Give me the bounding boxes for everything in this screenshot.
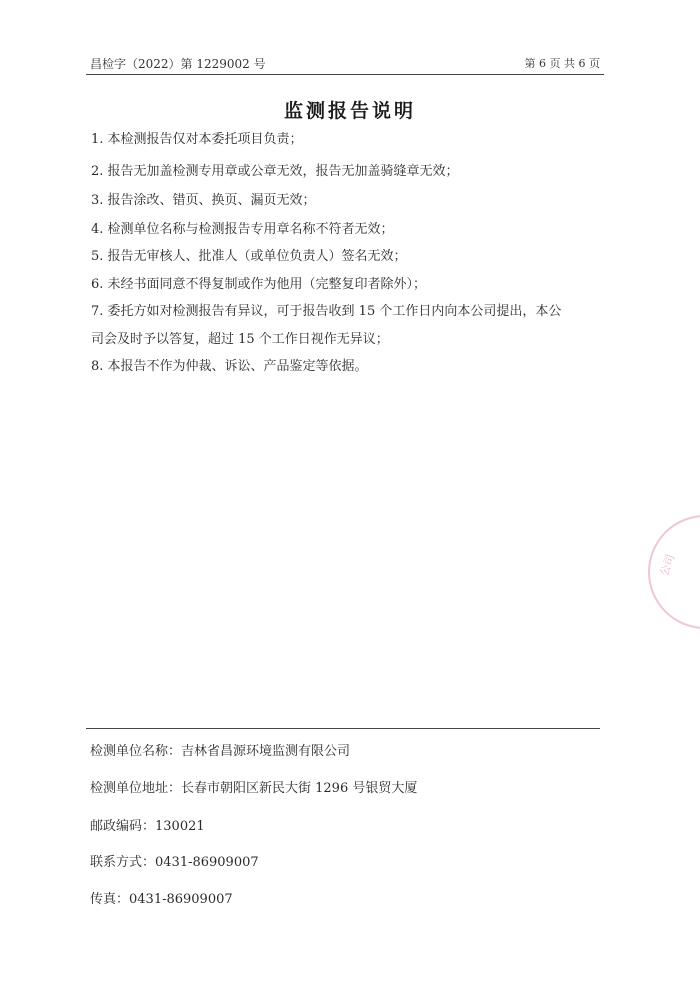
note-item-7: 7. 委托方如对检测报告有异议，可于报告收到 15 个工作日内向本公司提出，本公: [91, 304, 562, 319]
postcode: 邮政编码：130021: [90, 819, 205, 834]
note-item-4: 4. 检测单位名称与检测报告专用章名称不符者无效；: [91, 222, 394, 237]
fax: 传真：0431-86909007: [90, 892, 233, 907]
unit-name: 检测单位名称：吉林省昌源环境监测有限公司: [90, 744, 351, 759]
phone: 联系方式：0431-86909007: [90, 855, 259, 870]
unit-address: 检测单位地址：长春市朝阳区新民大街 1296 号银贸大厦: [90, 781, 418, 796]
seal-text: 公司: [657, 552, 678, 578]
report-number: 昌检字（2022）第 1229002 号: [90, 57, 266, 71]
official-seal: [648, 515, 700, 629]
note-item-7-continued: 司会及时予以答复，超过 15 个工作日视作无异议；: [91, 332, 389, 347]
note-item-8: 8. 本报告不作为仲裁、诉讼、产品鉴定等依据。: [91, 359, 368, 374]
note-item-2: 2. 报告无加盖检测专用章或公章无效，报告无加盖骑缝章无效；: [91, 164, 459, 179]
page-info: 第 6 页 共 6 页: [524, 57, 600, 70]
page-title: 监测报告说明: [283, 100, 416, 122]
note-item-1: 1. 本检测报告仅对本委托项目负责；: [91, 132, 303, 147]
note-item-3: 3. 报告涂改、错页、换页、漏页无效；: [91, 193, 316, 208]
note-item-5: 5. 报告无审核人、批准人（或单位负责人）签名无效；: [91, 249, 407, 264]
header-divider: [86, 74, 604, 75]
footer-divider: [86, 728, 600, 729]
note-item-6: 6. 未经书面同意不得复制或作为他用（完整复印者除外）；: [91, 277, 427, 292]
